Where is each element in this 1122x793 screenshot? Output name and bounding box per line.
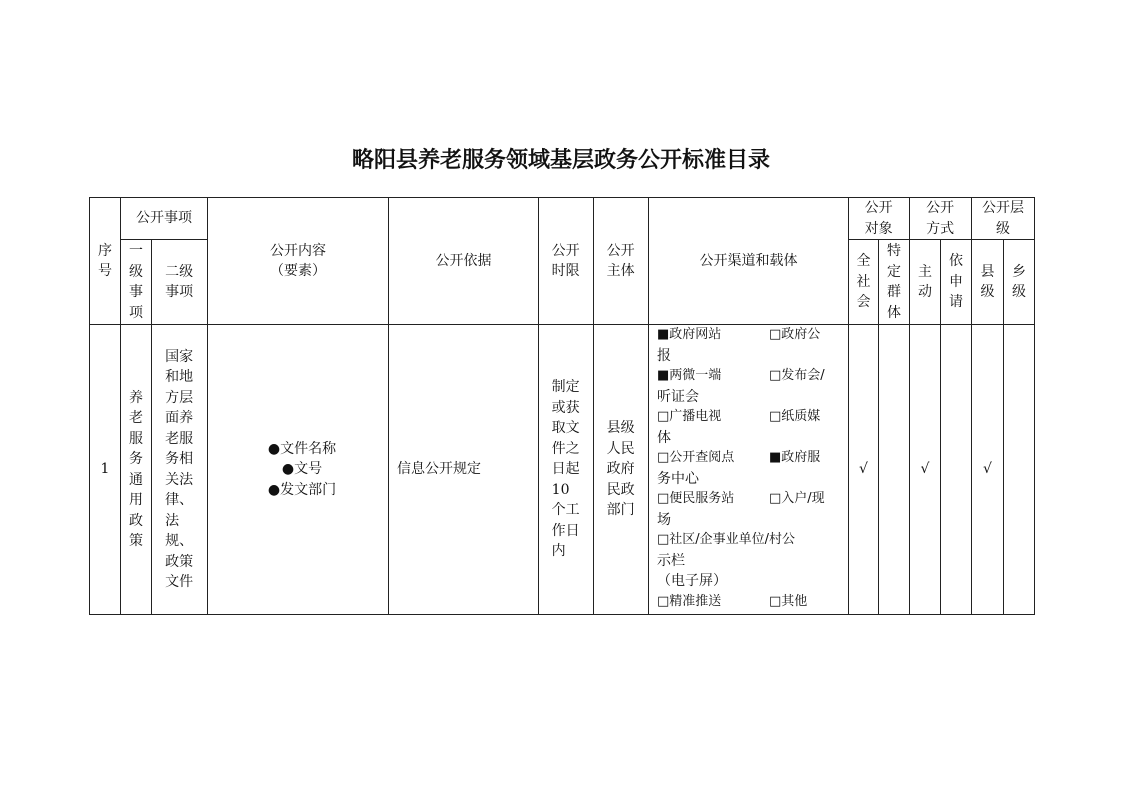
- channel-wrap: 示栏: [657, 552, 685, 569]
- element-item: ●发文部门: [267, 481, 337, 498]
- row-level1: 养老服务通用政策: [121, 325, 152, 615]
- row-method-apply: [941, 325, 972, 615]
- page-title: 略阳县养老服务领域基层政务公开标准目录: [351, 147, 770, 173]
- row-time-limit: 制定或获取文件之日起10个工作日内: [539, 325, 594, 615]
- channel-wechat-weibo-app: ■两微一端: [657, 368, 722, 383]
- channel-precision-push: □精准推送: [657, 593, 722, 609]
- channel-wrap: 场: [657, 511, 671, 528]
- channel-wrap: 体: [657, 429, 671, 446]
- channel-gov-gazette: □政府公: [769, 327, 821, 342]
- channel-line: [657, 448, 844, 469]
- header-time-limit: 公开时限: [539, 198, 594, 325]
- header-method-apply: 依申请: [941, 240, 972, 325]
- catalog-table: [89, 197, 1035, 615]
- row-object-all: √: [849, 325, 879, 615]
- channel-print-media: □纸质媒: [769, 409, 821, 424]
- row-method-active: √: [910, 325, 941, 615]
- row-seq: 1: [90, 325, 121, 615]
- channel-convenience-station: □便民服务站: [657, 491, 735, 506]
- channel-electronic-screen: （电子屏）: [657, 573, 727, 589]
- channel-gov-website: ■政府网站: [657, 327, 722, 342]
- row-level2: 国家和地方层面养老服务相关法律、法规、政策文件: [152, 325, 208, 615]
- channel-line: [657, 407, 844, 428]
- element-item: ●文号: [281, 461, 323, 478]
- header-object-specific: 特定群体: [879, 240, 910, 325]
- row-elements: [208, 325, 389, 615]
- channel-wrap: 听证会: [657, 388, 699, 405]
- channel-other: □其他: [769, 593, 808, 609]
- row-level-township: [1004, 325, 1035, 615]
- row-level-county: √: [972, 325, 1004, 615]
- channel-radio-tv: □广播电视: [657, 409, 722, 424]
- channel-line: [657, 592, 844, 613]
- header-method: 公开方式: [910, 198, 972, 240]
- channel-line: [657, 366, 844, 387]
- header-basis: 公开依据: [389, 198, 539, 325]
- header-subject: 公开主体: [594, 198, 649, 325]
- header-object: 公开对象: [849, 198, 910, 240]
- header-level1: 一级事项: [121, 240, 152, 325]
- channel-bulletin-board: □社区/企事业单位/村公: [657, 532, 796, 547]
- element-item: ●文件名称: [267, 440, 337, 457]
- table-row: [90, 325, 1035, 615]
- header-level-township: 乡级: [1004, 240, 1035, 325]
- channel-door-to-door: □入户/现: [769, 491, 825, 506]
- header-level: 公开层级: [972, 198, 1035, 240]
- channel-wrap: 报: [657, 347, 671, 364]
- header-content: 公开内容 （要素）: [208, 198, 389, 325]
- row-object-specific: [879, 325, 910, 615]
- channel-line: [657, 489, 844, 510]
- header-row-1: [90, 198, 1035, 240]
- channel-gov-service-center: ■政府服: [769, 450, 821, 465]
- row-basis: 信息公开规定: [389, 325, 539, 615]
- channel-press-conference: □发布会/: [769, 368, 825, 383]
- header-method-active: 主动: [910, 240, 941, 325]
- channel-wrap: 务中心: [657, 470, 699, 487]
- row-channels: [649, 325, 849, 615]
- header-level-county: 县级: [972, 240, 1004, 325]
- row-subject: 县级人民政府民政部门: [594, 325, 649, 615]
- header-seq: 序号: [90, 198, 121, 325]
- channel-public-reading-point: □公开查阅点: [657, 450, 735, 465]
- header-level2: 二级事项: [152, 240, 208, 325]
- header-object-all: 全社会: [849, 240, 879, 325]
- header-channels: 公开渠道和载体: [649, 198, 849, 325]
- channel-line: [657, 325, 844, 346]
- header-public-items: 公开事项: [121, 198, 208, 240]
